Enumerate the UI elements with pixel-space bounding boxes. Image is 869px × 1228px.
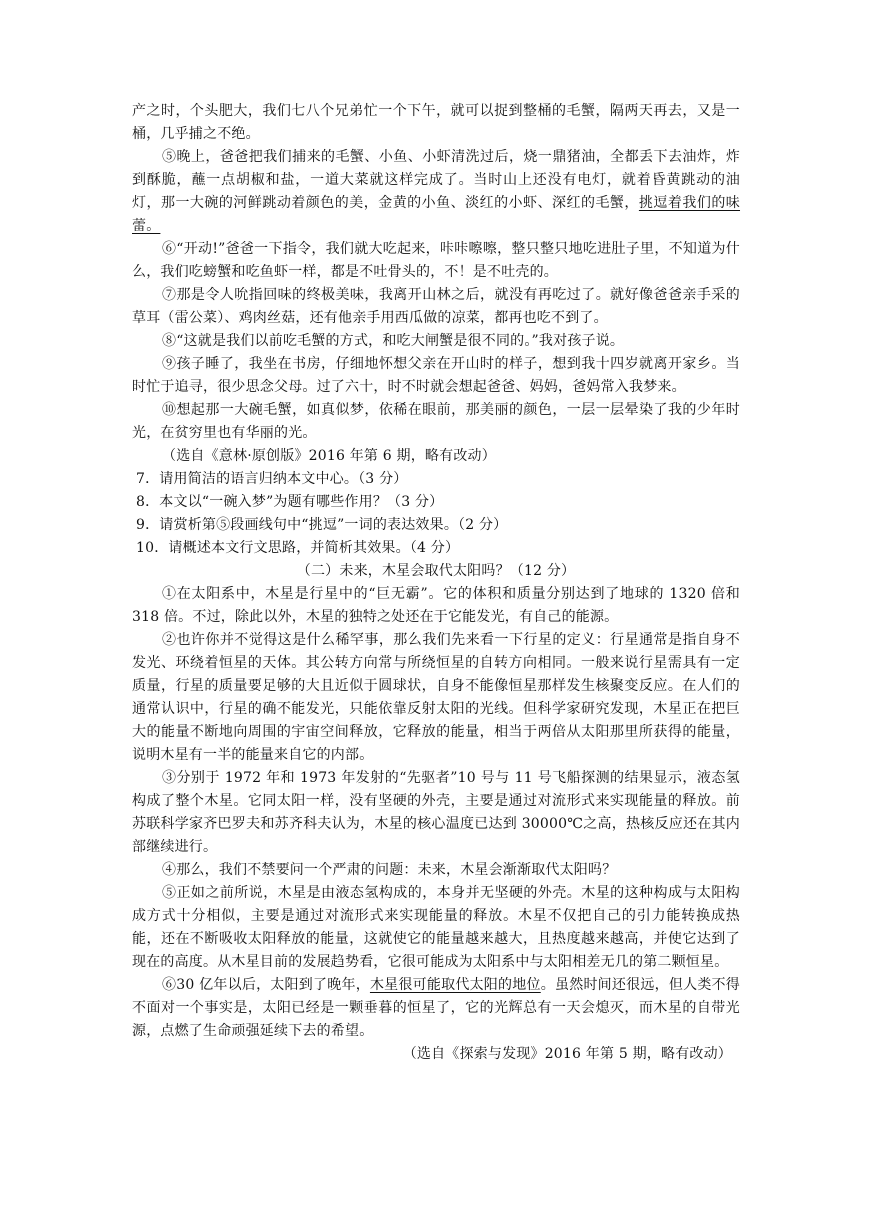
- passage1-source: （选自《意林·原创版》2016 年第 6 期，略有改动）: [162, 448, 496, 464]
- question-7: 7．请用简洁的语言归纳本文中心。（3 分）: [136, 471, 408, 487]
- paragraph-6-text-after: 。虽然时间还很远，但人类不得不面对一个事实是，太阳已经是一颗垂暮的恒星了，它的光辉总有一天会熄灭，而木星的自带光源，点燃了生命顽强延续下去的希望。: [132, 977, 740, 1039]
- passage2-paragraph-3: ③分别于 1972 年和 1973 年发射的“先驱者”10 号与 11 号飞船探测的结果显示，液态氢构成了整个木星。它同太阳一样，没有坚硬的外壳，主要是通过对流形式来实现能量的释放。前苏联科学家齐巴罗夫和苏齐科夫认为，木星的核心温度已达到 30000℃之高，热核反应还在其内部继续进行。: [132, 770, 740, 855]
- passage1-paragraph-5: [132, 146, 740, 238]
- passage1-paragraph-7: ⑦那是令人吮指回味的终极美味，我离开山林之后，就没有再吃过了。就好像爸爸亲手采的草耳（雷公菜）、鸡肉丝菇，还有他亲手用西瓜做的凉菜，都再也吃不到了。: [132, 287, 740, 326]
- passage2-title: （二）未来，木星会取代太阳吗？（12 分）: [296, 563, 576, 579]
- paragraph-6-text-before: ⑥30 亿年以后，太阳到了晚年，: [162, 977, 370, 993]
- passage2-paragraph-6: [132, 974, 740, 1043]
- question-9: 9．请赏析第⑤段画线句中“挑逗”一词的表达效果。（2 分）: [136, 517, 508, 533]
- passage2-paragraph-1: ①在太阳系中，木星是行星中的“巨无霸”。它的体积和质量分别达到了地球的 1320 倍和 318 倍。不过，除此以外，木星的独特之处还在于它能发光，有自己的能源。: [132, 586, 740, 625]
- exam-page: [132, 100, 740, 1066]
- paragraph-5-underlined-sentence: 挑逗着我们的味蕾。: [132, 195, 741, 234]
- passage1-paragraph-9: ⑨孩子睡了，我坐在书房，仔细地怀想父亲在开山时的样子，想到我十四岁就离开家乡。当时忙于追寻，很少思念父母。过了六十，时不时就会想起爸爸、妈妈，爸妈常入我梦来。: [132, 356, 740, 395]
- passage1-paragraph-6: ⑥“开动!”爸爸一下指令，我们就大吃起来，咔咔嚓嚓，整只整只地吃进肚子里，不知道为什么，我们吃螃蟹和吃鱼虾一样，都是不吐骨头的，不！是不吐壳的。: [132, 241, 740, 280]
- passage1-paragraph-10: ⑩想起那一大碗毛蟹，如真似梦，依稀在眼前，那美丽的颜色，一层一层晕染了我的少年时光，在贫穷里也有华丽的光。: [132, 402, 740, 441]
- paragraph-6-underlined-sentence: 木星很可能取代太阳的地位: [369, 977, 541, 993]
- question-8: 8．本文以“一碗入梦”为题有哪些作用？（3 分）: [136, 494, 444, 510]
- passage2-paragraph-5: ⑤正如之前所说，木星是由液态氢构成的，本身并无坚硬的外壳。木星的这种构成与太阳构成方式十分相似，主要是通过对流形式来实现能量的释放。木星不仅把自己的引力能转换成热能，还在不断吸收太阳释放的能量，这就使它的能量越来越大，且热度越来越高，并使它达到了现在的高度。从木星目前的发展趋势看，它很可能成为太阳系中与太阳相差无几的第二颗恒星。: [132, 885, 740, 970]
- passage2-source: （选自《探索与发现》2016 年第 5 期，略有改动）: [402, 1046, 732, 1062]
- passage2-paragraph-2: ②也许你并不觉得这是什么稀罕事，那么我们先来看一下行星的定义：行星通常是指自身不发光、环绕着恒星的天体。其公转方向常与所绕恒星的自转方向相同。一般来说行星需具有一定质量，行星的质量要足够的大且近似于圆球状，自身不能像恒星那样发生核聚变反应。在人们的通常认识中，行星的确不能发光，只能依靠反射太阳的光线。但科学家研究发现，木星正在把巨大的能量不断地向周围的宇宙空间释放，它释放的能量，相当于两倍从太阳那里所获得的能量，说明木星有一半的能量来自它的内部。: [132, 632, 740, 763]
- question-10: 10．请概述本文行文思路，并简析其效果。（4 分）: [136, 540, 460, 556]
- paragraph-5-text: ⑤晚上，爸爸把我们捕来的毛蟹、小鱼、小虾清洗过后，烧一鼎猪油，全都丢下去油炸，炸到酥脆，蘸一点胡椒和盐，一道大菜就这样完成了。当时山上还没有电灯，就着昏黄跳动的油灯，那一大碗的河鲜跳动着颜色的美，金黄的小鱼、淡红的小虾、深红的毛蟹，: [132, 149, 740, 211]
- passage1-paragraph-cont: 产之时，个头肥大，我们七八个兄弟忙一个下午，就可以捉到整桶的毛蟹，隔两天再去，又是一桶，几乎捕之不绝。: [132, 103, 740, 142]
- passage2-paragraph-4: ④那么，我们不禁要问一个严肃的问题：未来，木星会渐渐取代太阳吗？: [162, 862, 617, 878]
- passage1-paragraph-8: ⑧“这就是我们以前吃毛蟹的方式，和吃大闸蟹是很不同的。”我对孩子说。: [162, 333, 625, 349]
